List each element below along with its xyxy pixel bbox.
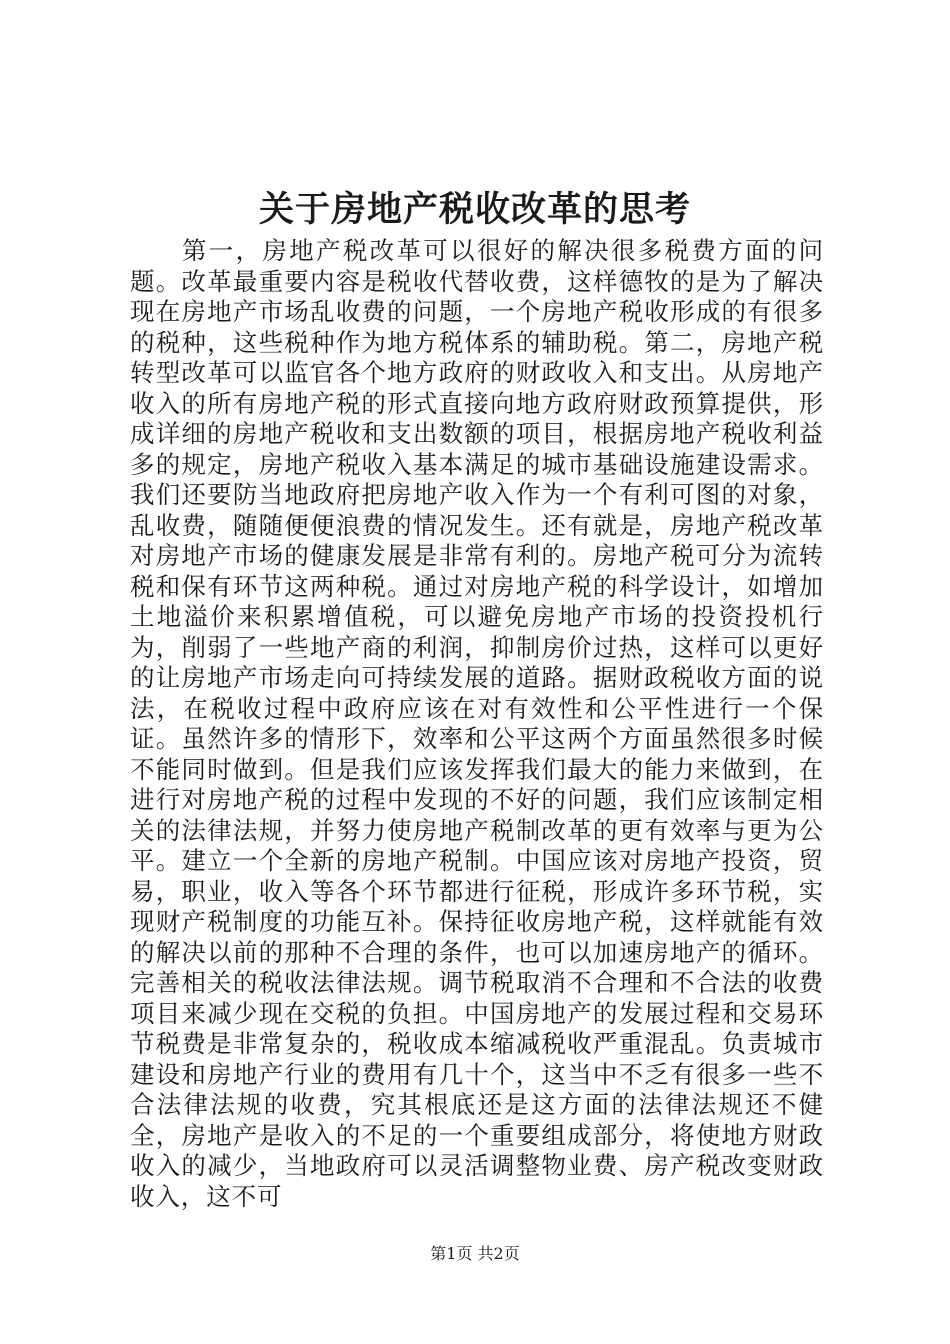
document-title: 关于房地产税收改革的思考	[258, 189, 691, 230]
page-number-footer: 第1页 共2页	[430, 1244, 520, 1263]
document-body-paragraph: 第一，房地产税改革可以很好的解决很多税费方面的问题。改革最重要内容是税收代替收费，这样德牧的是为了解决现在房地产市场乱收费的问题，一个房地产税收形成的有很多的税种，这些税种作为地方税体系的辅助税。第二，房地产税转型改革可以监官各个地方政府的财政收入和支出。从房地产收入的所有房地产税的形式直接向地方政府财政预算提供，形成详细的房地产税收和支出数额的项目，根据房地产税收利益多的规定，房地产税收入基本满足的城市基础设施建设需求。我们还要防当地政府把房地产收入作为一个有利可图的对象，乱收费，随随便便浪费的情况发生。还有就是，房地产税改革对房地产市场的健康发展是非常有利的。房地产税可分为流转税和保有环节这两种税。通过对房地产税的科学设计，如增加土地溢价来积累增值税，可以避免房地产市场的投资投机行为，削弱了一些地产商的利润，抑制房价过热，这样可以更好的让房地产市场走向可持续发展的道路。据财政税收方面的说法，在税收过程中政府应该在对有效性和公平性进行一个保证。虽然许多的情形下，效率和公平这两个方面虽然很多时候不能同时做到。但是我们应该发挥我们最大的能力来做到，在进行对房地产税的过程中发现的不好的问题，我们应该制定相关的法律法规，并努力使房地产税制改革的更有效率与更为公平。建立一个全新的房地产税制。中国应该对房地产投资，贸易，职业，收入等各个环节都进行征税，形成许多环节税，实现财产税制度的功能互补。保持征收房地产税，这样就能有效的解决以前的那种不合理的条件，也可以加速房地产的循环。完善相关的税收法律法规。调节税取消不合理和不合法的收费项目来减少现在交税的负担。中国房地产的发展过程和交易环节税费是非常复杂的，税收成本缩减税收严重混乱。负责城市建设和房地产行业的费用有几十个，这当中不乏有很多一些不合法律法规的收费，究其根底还是这方面的法律法规还不健全，房地产是收入的不足的一个重要组成部分，将使地方财政收入的减少，当地政府可以灵活调整物业费、房产税改变财政收入，这不可	[130, 236, 824, 1211]
